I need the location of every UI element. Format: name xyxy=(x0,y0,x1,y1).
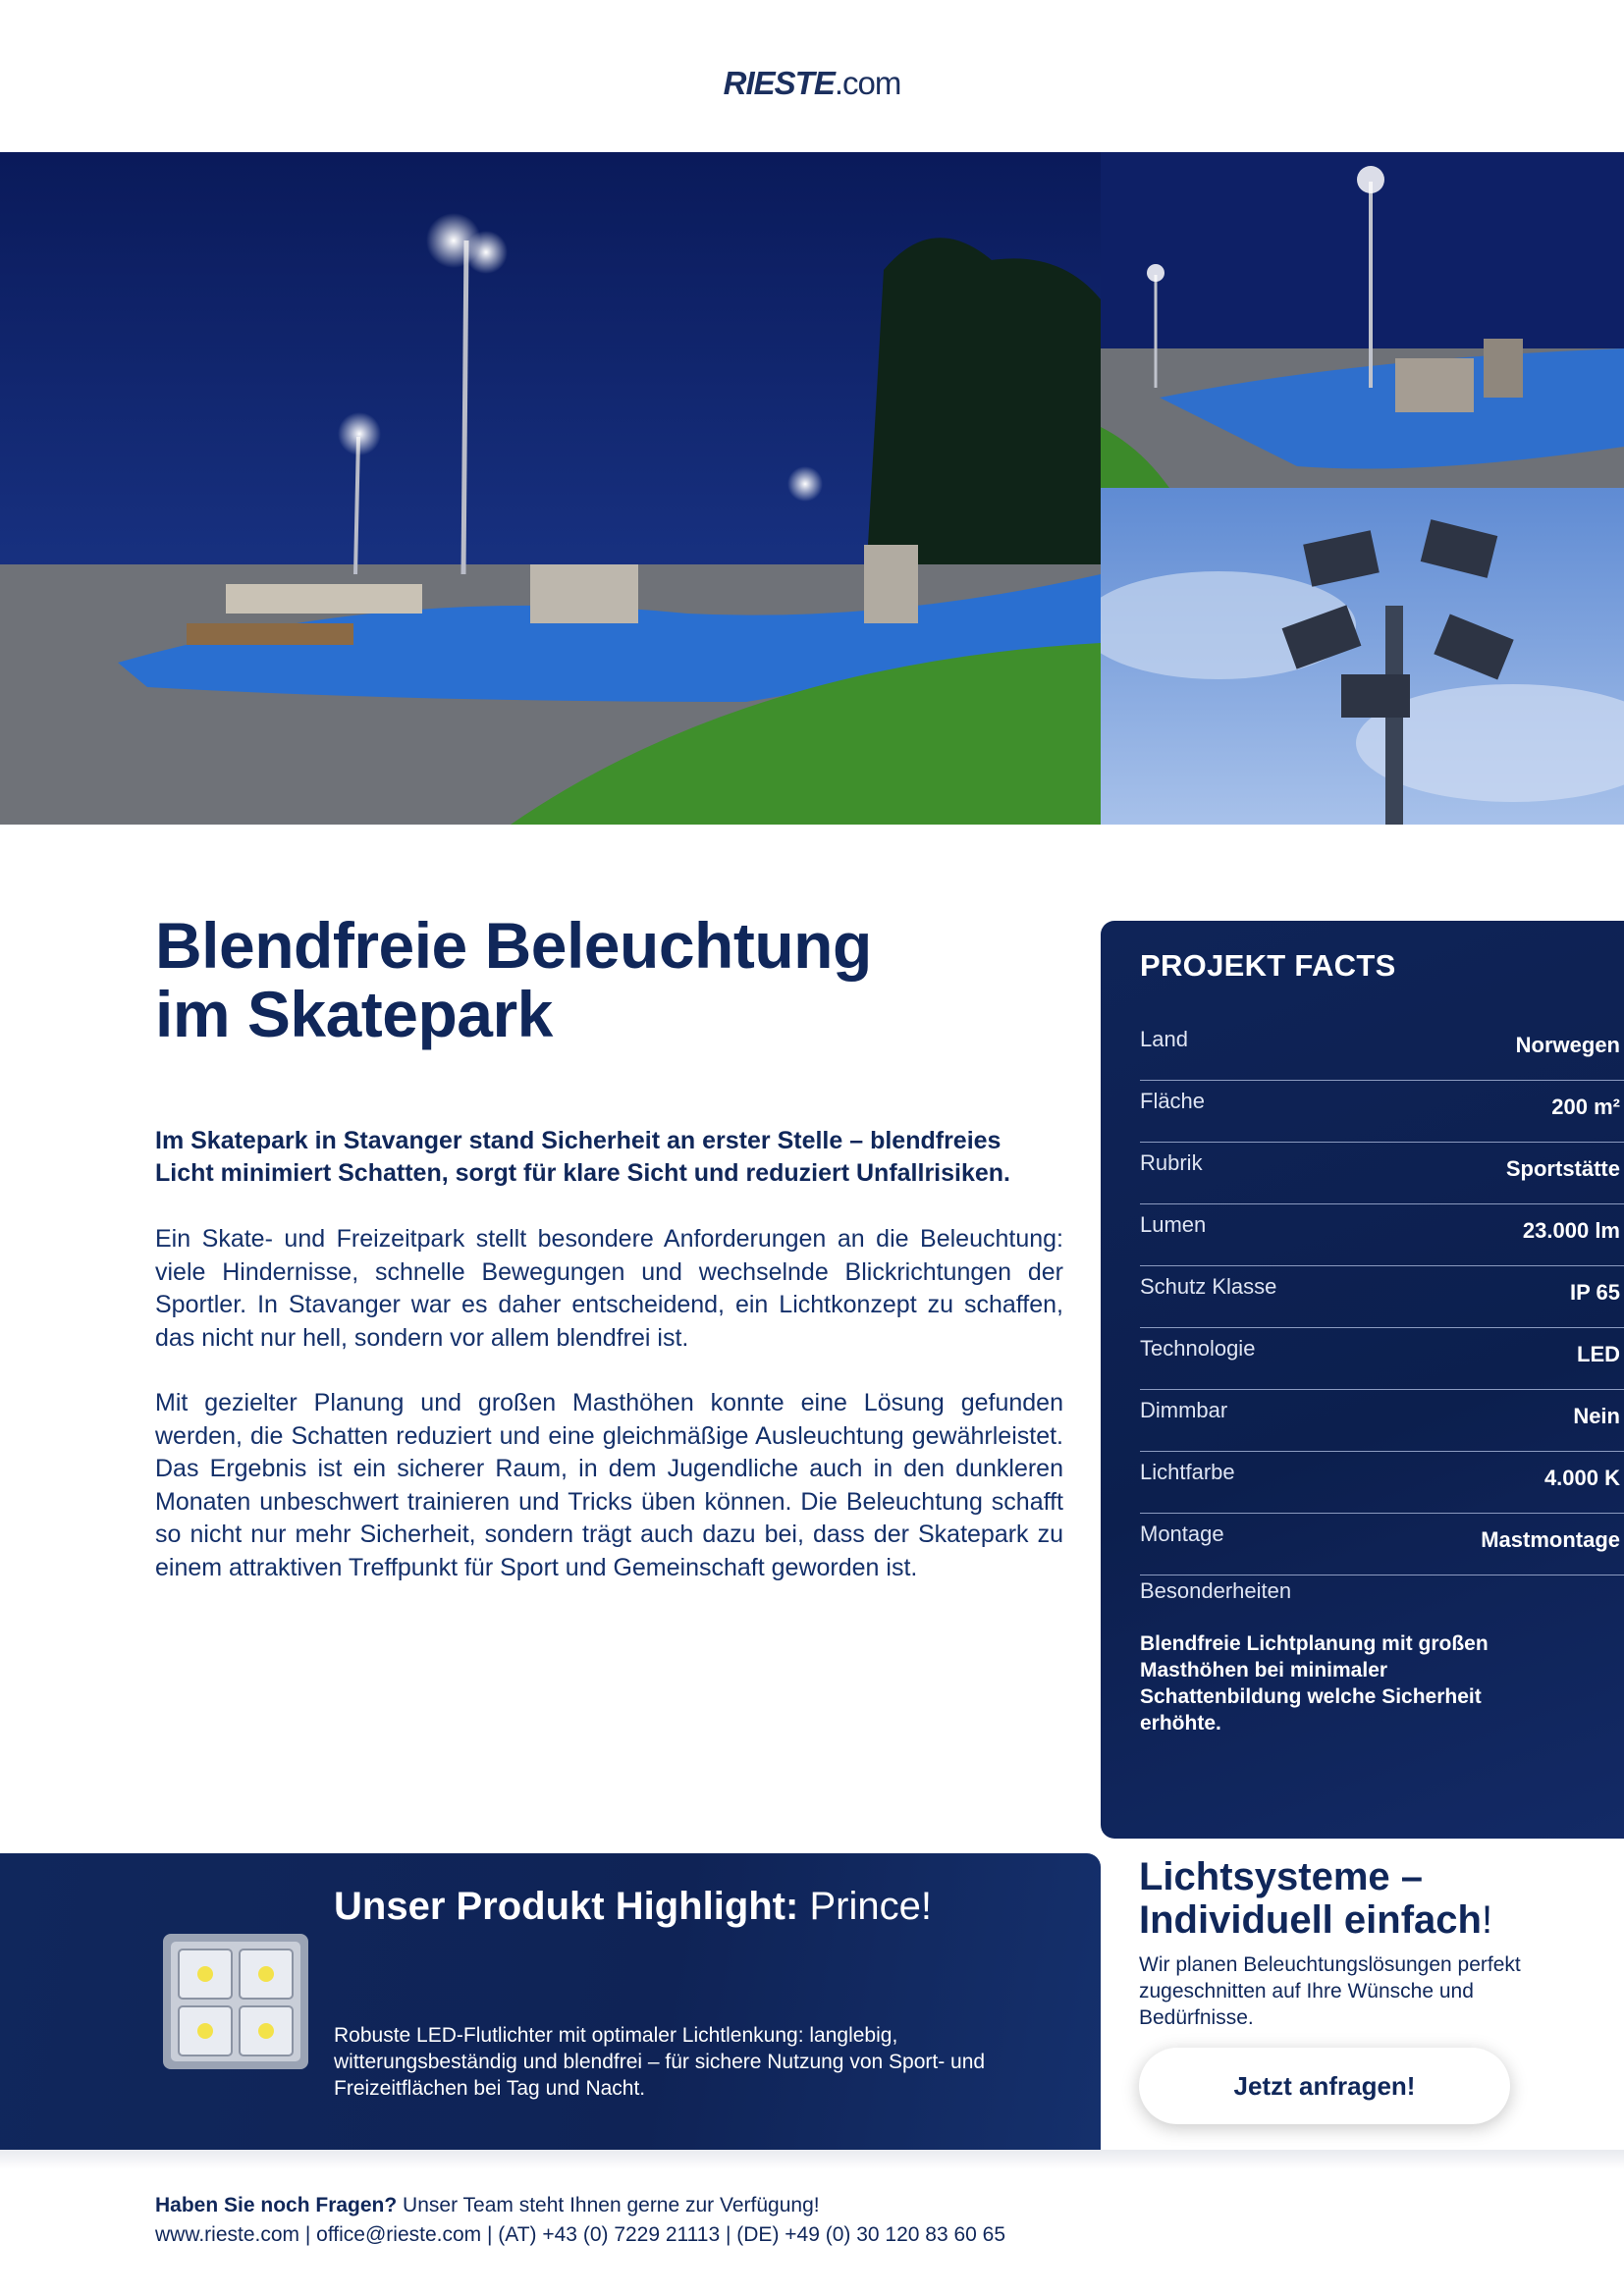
logo-tld: .com xyxy=(834,65,901,101)
footer-question xyxy=(155,2194,820,2217)
fact-value: 200 m² xyxy=(1551,1095,1620,1119)
fact-label: Montage xyxy=(1140,1522,1224,1546)
fact-value: 23.000 lm xyxy=(1522,1218,1620,1243)
footer-contact[interactable]: www.rieste.com | office@rieste.com | (AT) +43 (0) 7229 21113 | (DE) +49 (0) 30 120 83 60 65 xyxy=(155,2223,1006,2246)
cta-title xyxy=(1139,1855,1610,1942)
fact-label: Land xyxy=(1140,1027,1188,1051)
floodlight-mast-photo xyxy=(1101,488,1624,825)
logo-brand: RIESTE xyxy=(723,65,835,101)
facts-title: PROJEKT FACTS xyxy=(1140,948,1396,983)
article-paragraph-2: Mit gezielter Planung und großen Masthöhen konnte eine Lösung gefunden werden, die Schatten reduziert und eine gleichmäßige Ausleuchtung gewährleistet. Das Ergebnis ist ein sicherer Raum, in dem Jugendliche auch in den dunkleren Monaten unbeschwert trainieren und Tricks üben können. Die Beleuchtung schafft so nicht nur mehr Sicherheit, sondern trägt auch dazu bei, dass der Skatepark zu einem attraktiven Treffpunkt für Sport und Gemeinschaft geworden ist. xyxy=(155,1389,1063,1581)
fact-row-lumen xyxy=(1140,1204,1624,1266)
project-facts-panel xyxy=(1101,921,1624,1839)
title-line-2: im Skatepark xyxy=(155,978,553,1050)
fact-value: IP 65 xyxy=(1570,1280,1620,1305)
fact-row-flaeche xyxy=(1140,1081,1624,1143)
fact-row-rubrik xyxy=(1140,1143,1624,1204)
fact-label: Technologie xyxy=(1140,1336,1256,1361)
title-line-1: Blendfreie Beleuchtung xyxy=(155,909,872,982)
cta-title-line-2 xyxy=(1139,1898,1610,1942)
fact-label: Fläche xyxy=(1140,1089,1206,1113)
skatepark-overview-photo xyxy=(1101,152,1624,488)
special-label: Besonderheiten xyxy=(1140,1578,1292,1603)
highlight-title xyxy=(334,1885,932,1929)
product-highlight-banner xyxy=(0,1853,1101,2150)
fact-label: Schutz Klasse xyxy=(1140,1274,1277,1299)
fact-label: Lichtfarbe xyxy=(1140,1460,1235,1484)
fact-row-technologie xyxy=(1140,1328,1624,1390)
fact-row-schutzklasse xyxy=(1140,1266,1624,1328)
highlight-title-product: Prince! xyxy=(798,1885,932,1928)
prince-floodlight-image xyxy=(157,1928,314,2075)
fact-label: Dimmbar xyxy=(1140,1398,1228,1422)
fact-value: Norwegen xyxy=(1515,1033,1620,1057)
special-text: Blendfreie Lichtplanung mit großen Masthöhen bei minimaler Schattenbildung welche Sicherheit erhöhte. xyxy=(1140,1632,1489,1735)
highlight-text: Robuste LED-Flutlichter mit optimaler Lichtlenkung: langlebig, witterungsbeständig und blendfrei – für sichere Nutzung von Sport- und Freizeitflächen bei Tag und Nacht. xyxy=(334,2024,986,2100)
cta-title-bold: Individuell einfach xyxy=(1139,1898,1482,1942)
fact-value: Nein xyxy=(1573,1404,1620,1428)
fact-value: Sportstätte xyxy=(1505,1156,1620,1181)
fact-label: Rubrik xyxy=(1140,1150,1203,1175)
fact-value: 4.000 K xyxy=(1543,1466,1620,1490)
request-button[interactable]: Jetzt anfragen! xyxy=(1139,2048,1510,2124)
fact-row-land xyxy=(1140,1019,1624,1081)
article-lead: Im Skatepark in Stavanger stand Sicherheit an erster Stelle – blendfreies Licht minimiert Schatten, sorgt für klare Sicht und reduziert Unfallrisiken. xyxy=(155,1127,1010,1187)
highlight-title-bold: Unser Produkt Highlight: xyxy=(334,1885,799,1928)
rieste-logo[interactable] xyxy=(0,65,1624,102)
footer-question-rest: Unser Team steht Ihnen gerne zur Verfügung! xyxy=(397,2194,820,2216)
footer-divider xyxy=(0,2150,1624,2169)
article-title xyxy=(155,911,1039,1048)
cta-text: Wir planen Beleuchtungslösungen perfekt zugeschnitten auf Ihre Wünsche und Bedürfnisse. xyxy=(1139,1953,1521,2029)
cta-title-end: ! xyxy=(1481,1898,1493,1942)
cta-title-line-1: Lichtsysteme – xyxy=(1139,1855,1424,1898)
main-skatepark-photo xyxy=(0,152,1101,825)
footer-question-bold: Haben Sie noch Fragen? xyxy=(155,2194,398,2216)
article-paragraph-1: Ein Skate- und Freizeitpark stellt besondere Anforderungen an die Beleuchtung: viele Hindernisse, schnelle Bewegungen und wechselnde Blickrichtungen der Sportler. In Stavanger war es daher entscheidend, ein Lichtkonzept zu schaffen, das nicht nur hell, sondern vor allem blendfrei ist. xyxy=(155,1225,1063,1352)
fact-row-dimmbar xyxy=(1140,1390,1624,1452)
fact-row-montage xyxy=(1140,1514,1624,1575)
fact-row-lichtfarbe xyxy=(1140,1452,1624,1514)
fact-label: Lumen xyxy=(1140,1212,1207,1237)
fact-value: LED xyxy=(1577,1342,1620,1366)
fact-value: Mastmontage xyxy=(1481,1527,1620,1552)
